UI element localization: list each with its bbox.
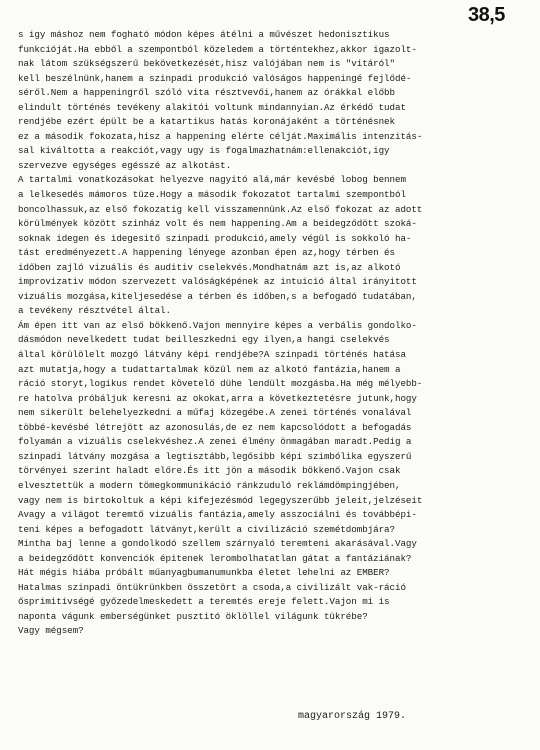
text-line: időben zajló vizuális és auditiv cselekvés.Mondhatnám azt is,az alkotó [18,261,401,273]
page-number: 38,5 [468,4,505,26]
text-line: szervezve egységes egésszé az alkotást. [18,159,232,171]
text-line: ez a második fokozata,hisz a happening elérte célját.Maximális intenzitás- [18,130,423,142]
text-line: vagy nem is birtokoltuk a képi kifejezésmód legegyszerűbb jeleit,jelzéseit [18,494,423,506]
text-line: Ám épen itt van az első bökkenő.Vajon mennyire képes a verbális gondolko- [18,319,417,331]
text-line: azt mutatja,hogy a tudattartalmak közül nem az alkotó fantázia,hanem a [18,363,401,375]
text-line: a tevékeny résztvétel által. [18,305,171,317]
text-line: improvizativ módon szervezett valóságképének az intuició által irányitott [18,276,417,288]
text-line: Hatalmas szinpadi öntükrünkben összetört a csoda,a civilizált vak-ráció [18,581,406,593]
text-line: elindult történés tevékeny alakitói voltunk mindannyian.Az érkédő tudat [18,101,406,113]
text-line: séről.Nem a happeningről szóló vita résztvevői,hanem az órákkal előbb [18,87,395,99]
text-line: funkcióját.Ha ebből a szempontból közeledem a történtekhez,akkor igazolt- [18,43,417,55]
text-line: boncolhassuk,az első fokozatig kell visszamennünk.Az első fokozat az adott [18,203,423,215]
text-line: naponta vágunk emberségünket pusztitó öklöllel világunk tükrébe? [18,610,368,622]
text-line: a lelkesedés mámoros tüze.Hogy a második fokozatot tartalmi szempontból [18,189,406,201]
text-line: a beidegződött konvenciók épitenek lerombolhatatlan gátat a fantáziának? [18,552,412,564]
text-line: soknak idegen és idegesitő szinpadi produkció,amely végül is sokkoló ha- [18,232,412,244]
text-line: nem sikerült belehelyezkedni a műfaj közegébe.A zenei történés vonalával [18,407,412,419]
text-line: többé-kevésbé létrejött az azonosulás,de ez nem kapcsolódott a befogadás [18,421,412,433]
text-line: ráció storyt,logikus rendet követelő dühe lendült mozgásba.Ha még mélyebb- [18,378,423,390]
text-line: kell beszélnünk,hanem a szinpadi produkció valóságos happeningé fejlődé- [18,72,412,84]
text-line: törvényei szerint haladt előre.És itt jön a második bökkenő.Vajon csak [18,465,401,477]
text-line: Mintha baj lenne a gondolkodó szellem szárnyaló teremteni akarásával.Vagy [18,538,417,550]
text-line: nak látom szükségszerű bekövetkezését,hisz valójában nem is "vitáról" [18,58,395,70]
text-line: folyamán a vizuális cselekvéshez.A zenei élmény önmagában maradt.Pedig a [18,436,412,448]
text-line: sal kiváltotta a reakciót,vagy ugy is fogalmazhatnám:ellenakciót,igy [18,145,390,157]
text-line: dásmódon nevelkedett tudat beilleszkedni egy ilyen,a hangi cselekvés [18,334,390,346]
text-line: elvesztettük a modern tömegkommunikáció ránkzuduló reklámdömpingjében, [18,479,401,491]
signature-place-date: magyarország 1979. [298,711,407,722]
text-line: szinpadi látvány mozgása a legtisztább,legősibb képi szimbólika egyszerű [18,450,412,462]
text-line: ősprimitivségé győzedelmeskedett a teremtés ereje felett.Vajon mi is [18,596,390,608]
text-line: teni képes a befogadott látványt,került a civilizáció szemétdombjára? [18,523,395,535]
text-line: vizuális mozgása,kiteljesedése a térben és időben,s a befogadó tudatában, [18,290,417,302]
text-line: tást eredményezett.A happening lényege azonban épen az,hogy térben és [18,247,395,259]
text-line: Hát mégis hiába próbált műanyagbumanumunkba életet lehelni az EMBER? [18,567,390,579]
text-line: Avagy a világot teremtő vizuális fantázia,amely asszociálni és továbbépi- [18,509,417,521]
text-line: s igy máshoz nem fogható módon képes átélni a művészet hedonisztikus [18,29,390,40]
text-line: rendjébe ezért épült be a katartikus hatás koronájaként a történésnek [18,116,395,128]
text-line: által körülölelt mozgó látvány képi rendjébe?A szinpadi történés hatása [18,349,406,361]
body-text [18,28,528,639]
text-line: A tartalmi vonatkozásokat helyezve nagyitó alá,már kevésbé lobog bennem [18,174,406,186]
text-line: körülmények között szinház volt és nem happening.Am a beidegződött szoká- [18,218,417,230]
text-line: Vagy mégsem? [18,625,84,637]
text-line: re hatolva próbáljuk keresni az okokat,arra a következtetésre jutunk,hogy [18,392,417,404]
